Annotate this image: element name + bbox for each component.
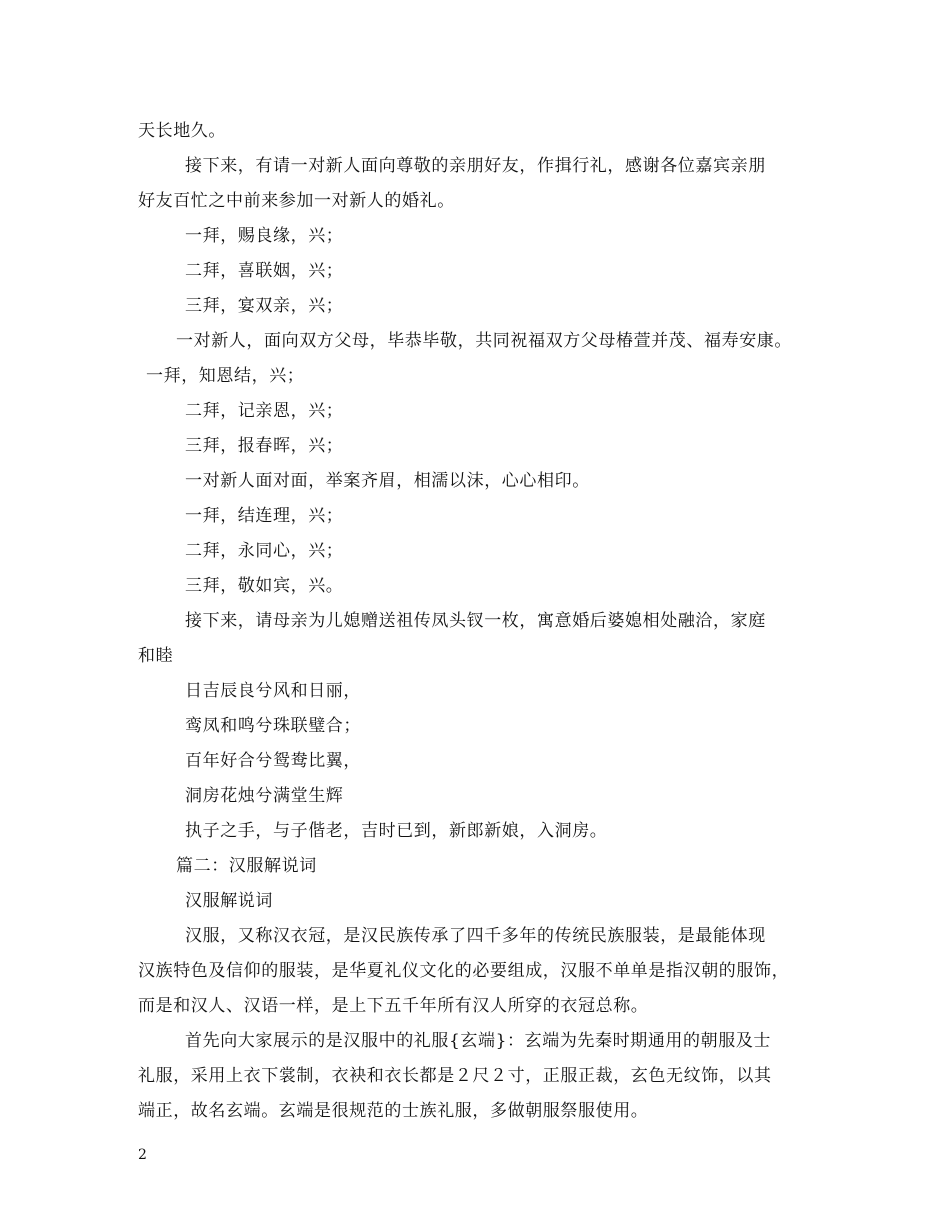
text-line-14: 三拜，敬如宾，兴。 [185,576,344,596]
section-heading: 篇二：汉服解说词 [176,856,317,876]
text-line-9: 二拜，记亲恩，兴； [185,401,344,421]
text-line-21: 执子之手，与子偕老，吉时已到，新郎新娘，入洞房。 [185,821,608,841]
text-line-5: 二拜，喜联姻，兴； [185,261,344,281]
text-line-13: 二拜，永同心，兴； [185,541,344,561]
text-line-2: 接下来，有请一对新人面向尊敬的亲朋好友，作揖行礼，感谢各位嘉宾亲朋 [185,156,766,176]
text-line-12: 一拜，结连理，兴； [185,506,344,526]
text-line-8: 一拜，知恩结，兴； [146,366,305,386]
text-line-7: 一对新人，面向双方父母，毕恭毕敬，共同祝福双方父母椿萱并茂、福寿安康。 [176,331,792,351]
text-line-10: 三拜，报春晖，兴； [185,436,344,456]
text-line-28: 礼服，采用上衣下裳制，衣袂和衣长都是２尺２寸，正服正裁，玄色无纹饰，以其 [138,1066,772,1086]
text-line-4: 一拜，赐良缘，兴； [185,226,344,246]
text-line-19: 百年好合兮鸳鸯比翼， [185,751,361,771]
text-line-24: 汉服，又称汉衣冠，是汉民族传承了四千多年的传统民族服装，是最能体现 [185,926,766,946]
section-title: 汉服解说词 [185,891,273,911]
text-line-27: 首先向大家展示的是汉服中的礼服{玄端}：玄端为先秦时期通用的朝服及士 [185,1031,772,1051]
text-line-3: 好友百忙之中前来参加一对新人的婚礼。 [138,191,455,211]
text-line-20: 洞房花烛兮满堂生辉 [185,786,344,806]
text-line-1: 天长地久。 [138,121,226,141]
page-number: 2 [138,1147,147,1163]
text-line-17: 日吉辰良兮风和日丽， [185,681,361,701]
text-line-25: 汉族特色及信仰的服装，是华夏礼仪文化的必要组成，汉服不单单是指汉朝的服饰， [138,961,790,981]
text-line-29: 端正，故名玄端。玄端是很规范的士族礼服，多做朝服祭服使用。 [138,1101,649,1121]
text-line-18: 鸾凤和鸣兮珠联璧合； [185,716,361,736]
text-line-16: 和睦 [138,646,174,666]
text-line-15: 接下来，请母亲为儿媳赠送祖传凤头钗一枚，寓意婚后婆媳相处融洽，家庭 [185,611,766,631]
text-line-6: 三拜，宴双亲，兴； [185,296,344,316]
text-line-11: 一对新人面对面，举案齐眉，相濡以沫，心心相印。 [185,471,590,491]
text-line-26: 而是和汉人、汉语一样，是上下五千年所有汉人所穿的衣冠总称。 [138,996,649,1016]
